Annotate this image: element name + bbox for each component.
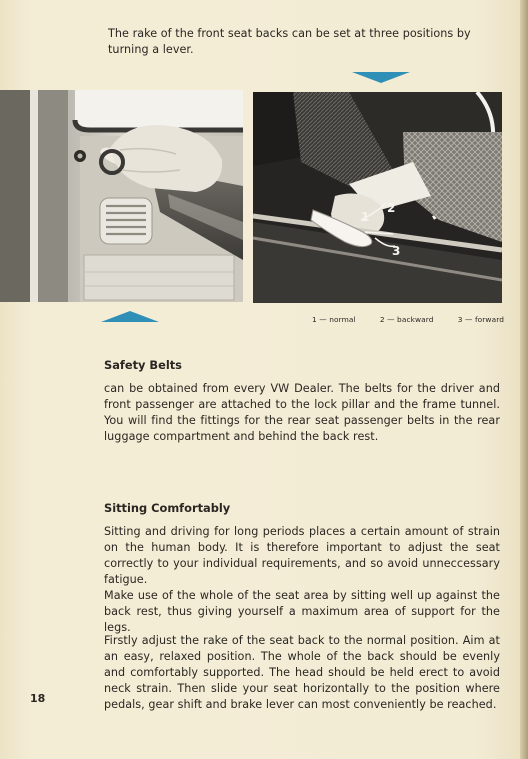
down-arrow-marker — [352, 72, 410, 83]
sitting-paragraph-2: Make use of the whole of the seat area by sitting well up against the back rest, thus giving yourself a maximum area of support for the legs. — [104, 589, 500, 634]
legend-backward: 2 — backward — [379, 315, 434, 324]
up-arrow-marker — [101, 311, 159, 322]
page-binding-edge — [520, 0, 528, 759]
sitting-paragraph-3: Firstly adjust the rake of the seat back to the normal position. Aim at an easy, relaxed position. The whole of the back should be evenly and comfortably supported. The head should be held erect to avoid neck strain. Then slide your seat horizontally to the position where pedals, gear shift and brake lever can most conveniently be reached. — [104, 634, 500, 711]
intro-text: The rake of the front seat backs can be set at three positions by turning a lever. — [108, 27, 471, 56]
sitting-comfortably-heading: Sitting Comfortably — [104, 501, 231, 515]
safety-belts-heading: Safety Belts — [104, 358, 182, 372]
sitting-paragraph-1: Sitting and driving for long periods places a certain amount of strain on the human body. It is therefore important to adjust the seat correctly to your individual requirements, and so avoid unneccessary fatigue. — [104, 525, 500, 586]
legend-normal: 1 — normal — [312, 315, 356, 324]
seat-lever-illustration — [253, 92, 502, 303]
safety-belts-paragraph: can be obtained from every VW Dealer. The belts for the driver and front passenger are attached to the lock pillar and the frame tunnel. You will find the fittings for the rear seat passenger belts in the rear luggage compartment and behind the back rest. — [104, 382, 500, 443]
page-number: 18 — [30, 692, 46, 705]
legend-forward: 3 — forward — [457, 315, 504, 324]
callout-3: 3 — [392, 244, 401, 258]
callout-1: 1 — [361, 210, 370, 224]
figure-legend — [312, 315, 504, 324]
door-lever-illustration — [0, 90, 243, 302]
callout-2: 2 — [387, 201, 396, 215]
seat-lever-photo — [253, 92, 502, 303]
door-lever-photo — [0, 90, 243, 302]
